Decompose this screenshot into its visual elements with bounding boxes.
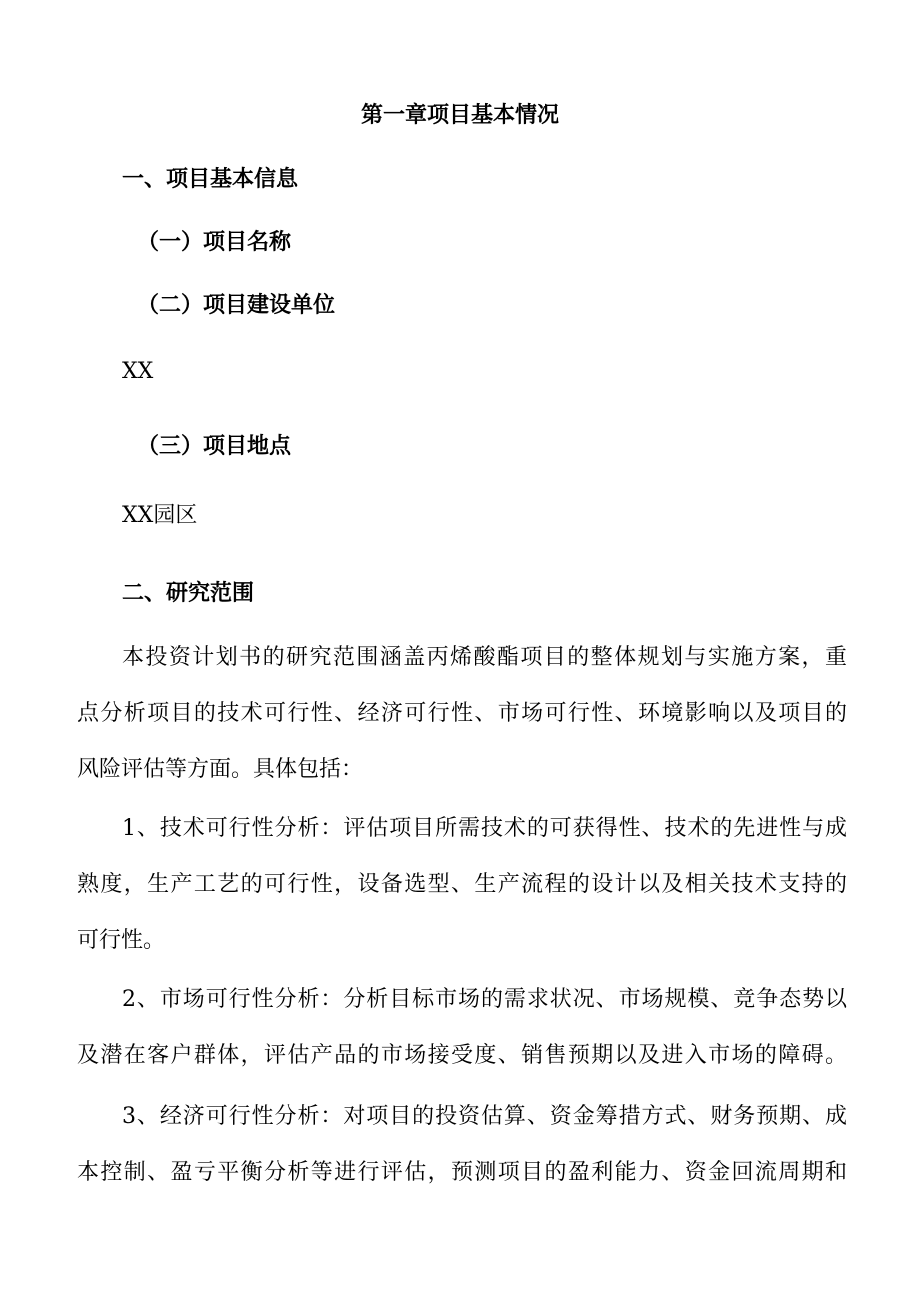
item1-paragraph-line: 熟度，生产工艺的可行性，设备选型、生产流程的设计以及相关技术支持的 [77, 872, 847, 897]
item1-paragraph-line: 1、技术可行性分析：评估项目所需技术的可获得性、技术的先进性与成 [122, 816, 847, 841]
subsection-heading-project-name: （一）项目名称 [137, 229, 292, 255]
intro-paragraph-line: 风险评估等方面。具体包括： [77, 757, 364, 782]
item3-paragraph-line: 本控制、盈亏平衡分析等进行评估，预测项目的盈利能力、资金回流周期和 [77, 1160, 847, 1185]
item2-paragraph-line: 2、市场可行性分析：分析目标市场的需求状况、市场规模、竞争态势以 [122, 987, 847, 1012]
subsection-heading-project-location: （三）项目地点 [137, 433, 292, 459]
intro-paragraph-line: 点分析项目的技术可行性、经济可行性、市场可行性、环境影响以及项目的 [77, 701, 847, 726]
project-location-value: XX园区 [122, 503, 198, 528]
section-heading-research-scope: 二、研究范围 [122, 580, 255, 606]
section-heading-basic-info: 一、项目基本信息 [122, 166, 299, 192]
subsection-heading-construction-unit: （二）项目建设单位 [137, 292, 336, 318]
chapter-title: 第一章项目基本情况 [360, 102, 559, 128]
construction-unit-value: XX [122, 359, 154, 384]
item2-paragraph-line: 及潜在客户群体，评估产品的市场接受度、销售预期以及进入市场的障碍。 [77, 1043, 847, 1068]
item3-paragraph-line: 3、经济可行性分析：对项目的投资估算、资金筹措方式、财务预期、成 [122, 1104, 847, 1129]
item1-paragraph-line: 可行性。 [77, 928, 166, 953]
intro-paragraph-line: 本投资计划书的研究范围涵盖丙烯酸酯项目的整体规划与实施方案，重 [122, 645, 847, 670]
